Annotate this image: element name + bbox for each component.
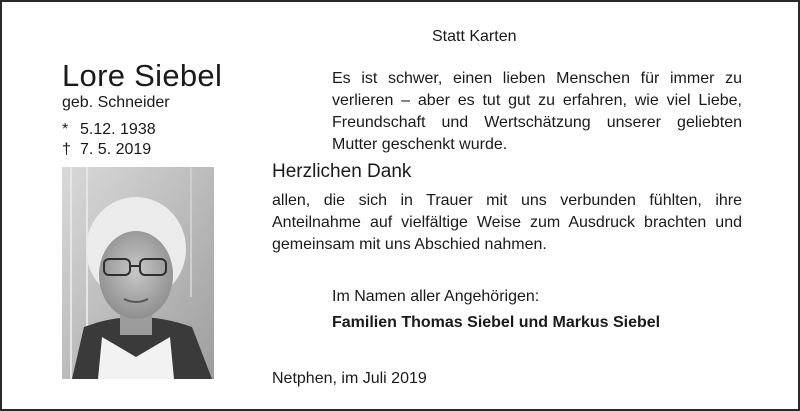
thanks-text: allen, die sich in Trauer mit uns verbunden fühlten, ihre Anteilnahme auf vielfältige Weise zum Ausdruck brachten und gemeinsam mit uns Abschied nahmen. bbox=[272, 192, 742, 253]
death-row bbox=[62, 140, 156, 160]
birth-star-icon: * bbox=[62, 121, 69, 138]
header-text: Statt Karten bbox=[432, 28, 517, 45]
portrait-image bbox=[62, 167, 214, 379]
birth-row bbox=[62, 120, 156, 140]
life-dates bbox=[62, 120, 156, 160]
place-date: Netphen, im Juli 2019 bbox=[272, 370, 427, 387]
birth-date: 5.12. 1938 bbox=[80, 121, 156, 138]
death-cross-icon: † bbox=[62, 141, 71, 158]
deceased-name: Lore Siebel bbox=[62, 58, 223, 93]
signature-intro: Im Namen aller Angehörigen: bbox=[332, 288, 540, 305]
intro-text: Es ist schwer, einen lieben Menschen für immer zu verlieren – aber es tut gut zu erfahren, wie viel Liebe, Freundschaft und Wertschätzung unserer geliebten Mutter geschenkt wurde. bbox=[332, 70, 742, 153]
signature-families: Familien Thomas Siebel und Markus Siebel bbox=[332, 314, 661, 331]
portrait-photo bbox=[62, 167, 214, 379]
thanks-title: Herzlichen Dank bbox=[272, 161, 412, 182]
birth-name: geb. Schneider bbox=[62, 94, 170, 111]
death-date: 7. 5. 2019 bbox=[80, 141, 152, 158]
